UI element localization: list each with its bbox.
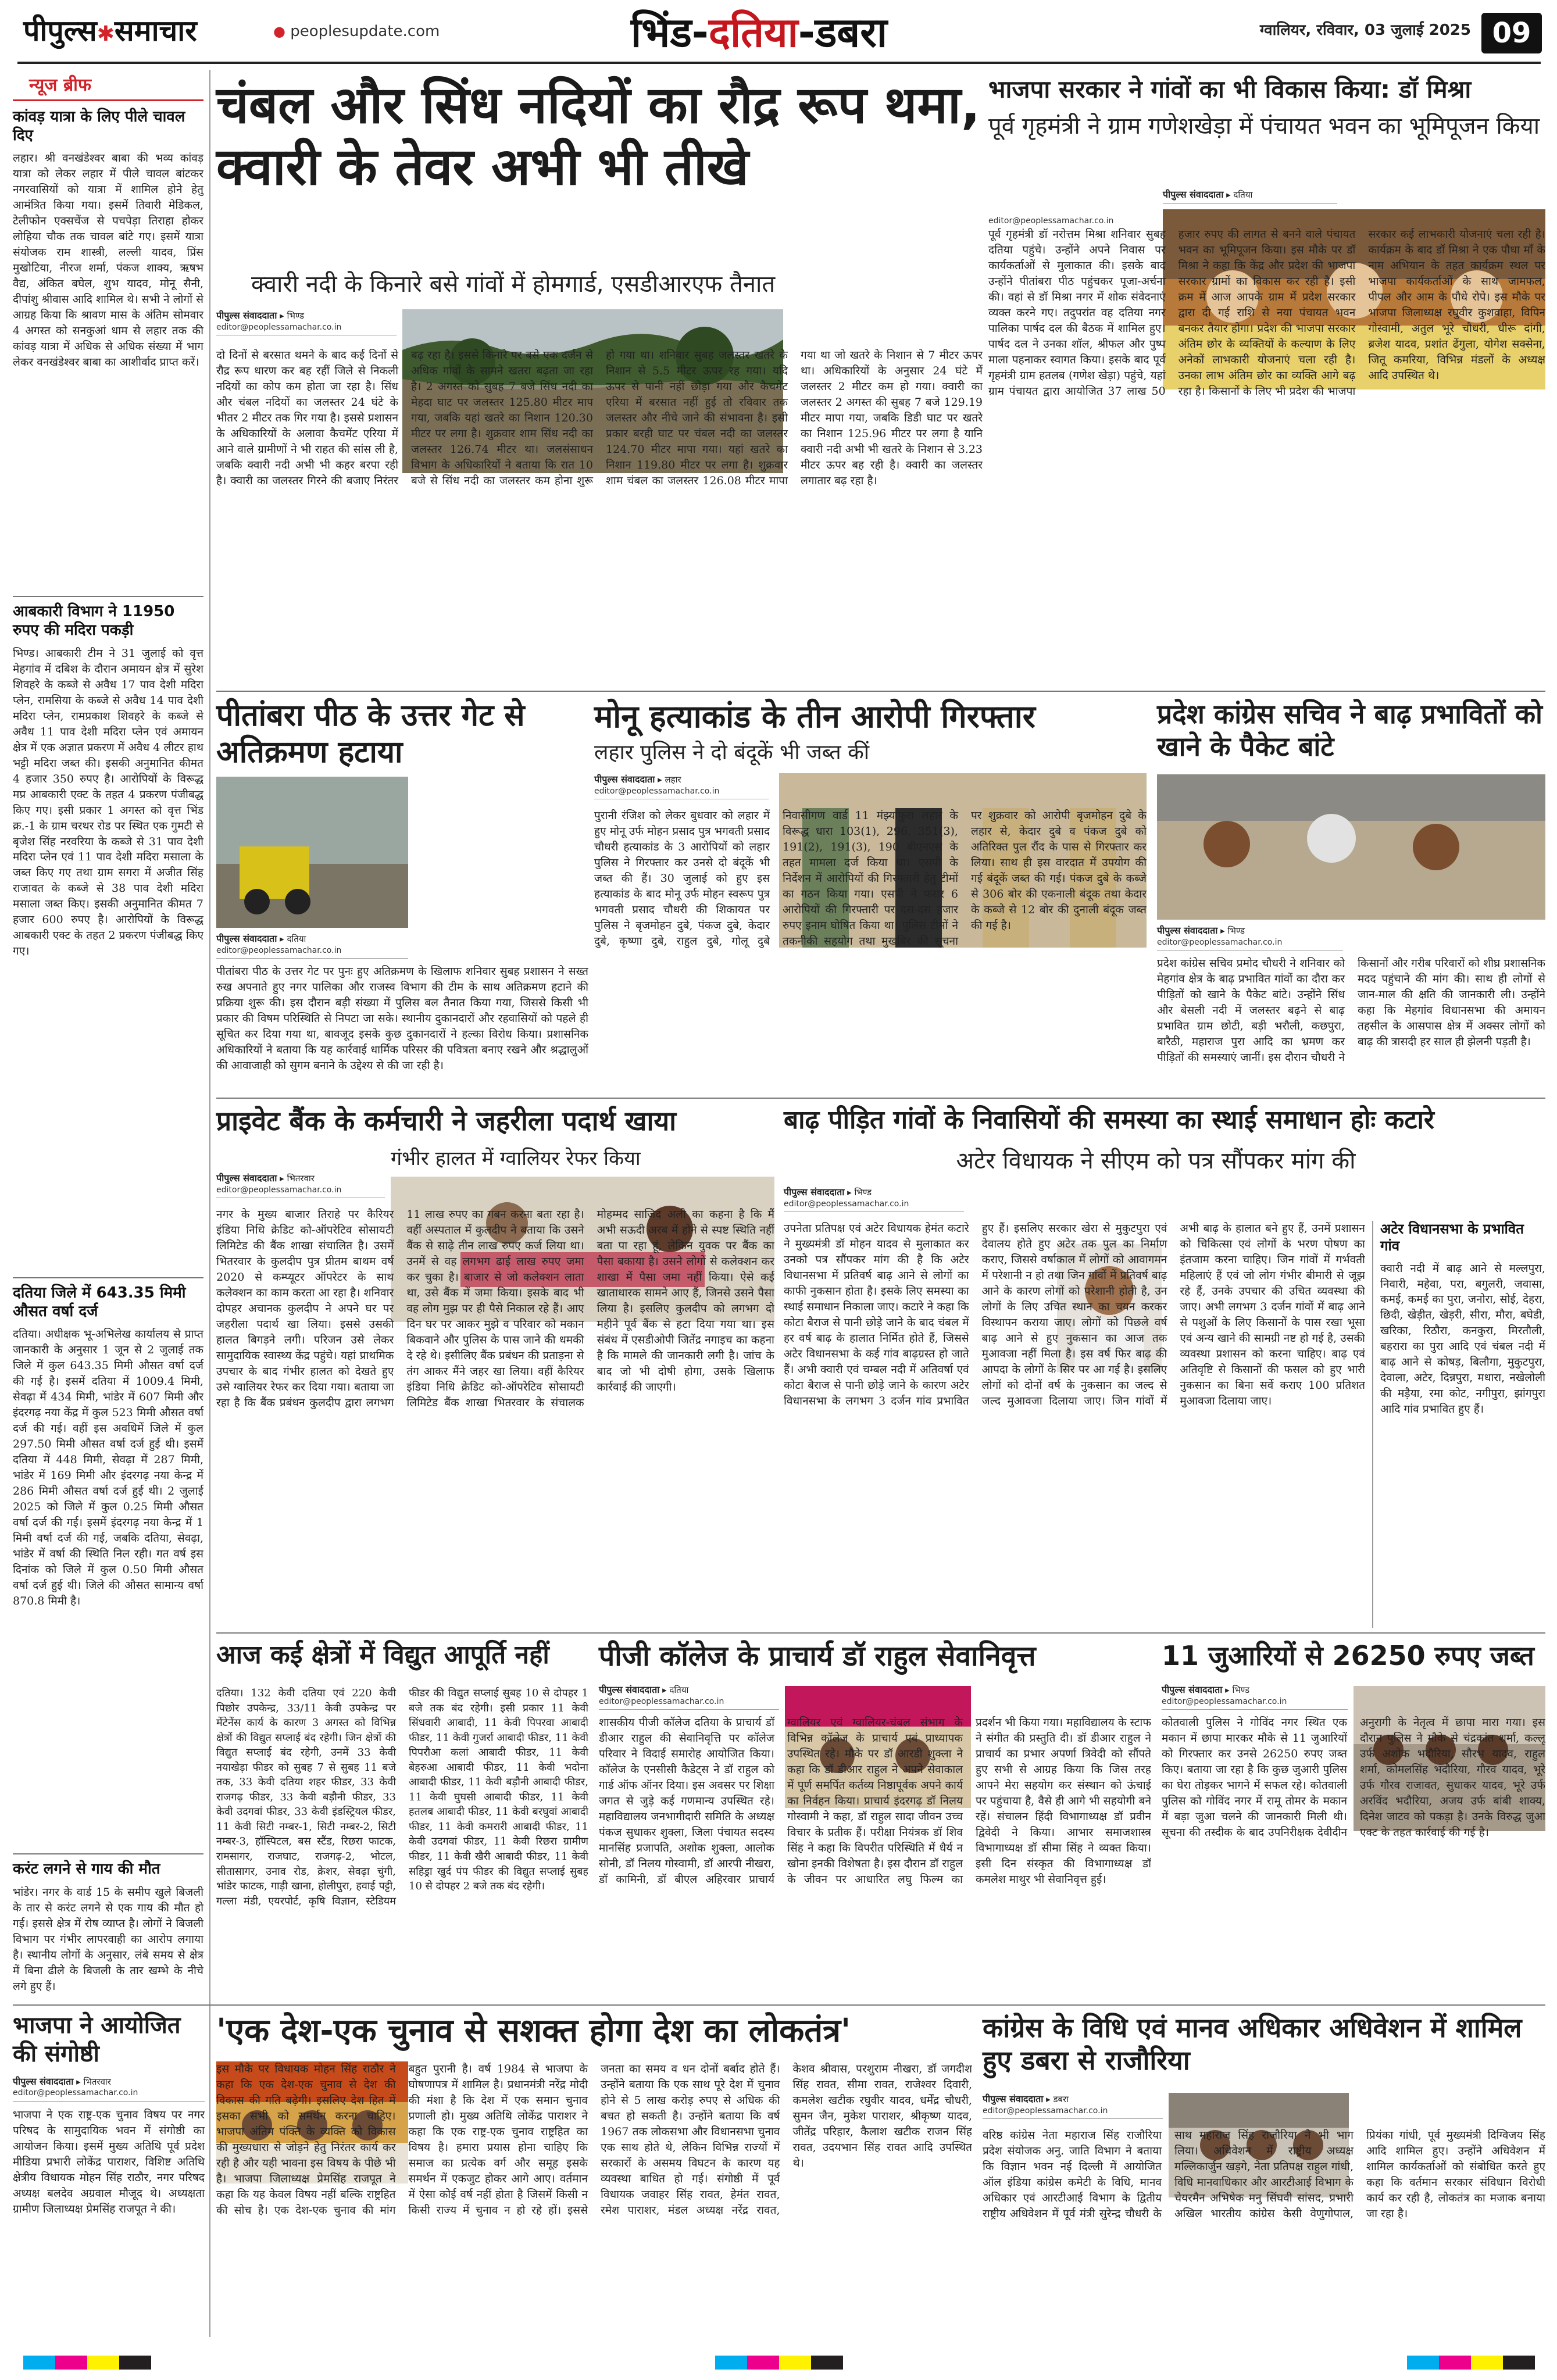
brief-headline: आबकारी विभाग ने 11950 रुपए की मदिरा पकड़ी [13,603,175,639]
byline-place: भिण्ड [1232,1685,1250,1695]
flood-article [216,74,983,686]
brief-item [13,596,203,1267]
one-nation-article [216,2011,972,2337]
byline-email: editor@peoplessamachar.co.in [1157,937,1283,947]
food-distribution-image [1157,774,1545,920]
brief-body: लहार। श्री वनखंडेश्वर बाबा की भव्य कांवड़ यात्रा को लेकर लहार में पीले चावल बांटकर नगरवासियों को यात्रा में शामिल होने हेतु आमंत्रित किया गया। इसमें तिवारी मेडिकल, टेलीफोन एक्सचेंज से पचपेड़ा तिराहा होकर लोहिया चौक तक चावल बांटे गए। इसमें यात्रा संयोजक राम शास्त्री, लल्ली यादव, प्रिंस मुखोटिया, नीरज शर्मा, पंकज शाक्य, ऋषभ वैद्य, अंकित बघेल, शुभ यादव, मोनू सैनी, दीपांशु श्रीवास आदि शामिल थे। सभी ने लोगों से आग्रह किया कि श्रावण मास के अंतिम सोमवार 4 अगस्त को सनकुआं धाम से लहार तक की कांवड़ यात्रा में अधिक से अधिक संख्या में भाग लेकर वनखंडेश्वर बाबा का आशीर्वाद प्राप्त करें। [13,152,203,369]
ater-article [784,1105,1545,1628]
byline: पीपुल्स संवाददाता ▸ भिण्ड editor@peoplessamachar.co.in [216,309,397,335]
brief-item [13,108,203,587]
column-divider [209,70,210,2337]
edition-title [631,5,1003,60]
news-brief-label: न्यूज ब्रीफ [13,70,203,101]
article-headline: प्राइवेट बैंक के कर्मचारी ने जहरीला पदार्थ खाया [216,1105,677,1137]
byline-email: editor@peoplessamachar.co.in [216,322,342,332]
brief-item [13,1277,203,1844]
article-headline: कांग्रेस के विधि एवं मानव अधिकार अधिवेशन में शामिल हुए डबरा से राजौरिया [983,2012,1522,2077]
masthead-rule [17,62,1541,64]
registration-mark-icon [23,2356,151,2370]
edition-part2: दतिया [708,9,798,56]
masthead [0,0,1557,65]
logo-star-icon: ✱ [97,22,115,46]
byline-reporter: पीपुल्स संवाददाता [13,2075,74,2087]
byline-reporter: पीपुल्स संवाददाता [983,2093,1044,2104]
byline: पीपुल्स संवाददाता ▸ डबरा editor@peoplessamachar.co.in [983,2093,1163,2119]
article-body: पूर्व गृहमंत्री डॉ नरोत्तम मिश्रा शनिवार सुबह दतिया पहुंचे। उन्होंने अपने निवास पर कार्यकर्ताओं से मुलाकात की। इसके बाद उन्होंने पीतांबरा पीठ पहुंचकर पूजा-अर्चना की। वहां से डॉ मिश्रा नगर में शोक संवेदनाएं व्यक्त करने गए। तदुपरांत वह दतिया नगर पालिका पार्षद दल की बैठक में शामिल हुए। पार्षद दल ने उनका शॉल, श्रीफल और पुष्प माला पहनाकर स्वागत किया। इसके बाद पूर्व गृहमंत्री ग्राम हतलब (गणेश खेड़ा) पहुंचे, यहां ग्राम पंचायत द्वारा आयोजित 37 लाख 50 हजार रुपए की लागत से बनने वाले पंचायत भवन का भूमिपूजन किया। इस मौके पर डॉ मिश्रा ने कहा कि केंद्र और प्रदेश की भाजपा सरकार ग्रामों का विकास कर रही है। इसी क्रम में आज आपके ग्राम में प्रदेश सरकार द्वारा दी गई राशि से नया पंचायत भवन बनकर तैयार होगा। प्रदेश की भाजपा सरकार अंतिम छोर के व्यक्तियों के कल्याण के लिए अनेकों लाभकारी योजनाएं चला रही है। उनका लाभ अंतिम छोर का व्यक्ति आगे बढ़ रहा है। किसानों के लिए भी प्रदेश की भाजपा सरकार कई लाभकारी योजनाएं चला रही है। कार्यक्रम के बाद डॉ मिश्रा ने एक पौधा माँ के नाम अभियान के तहत कार्यक्रम स्थल पर भाजपा कार्यकर्ताओं के साथ जामफल, पीपल और आम के पौधे रोपे। इस मौके पर भाजपा जिलाध्यक्ष रघुवीर कुशवाहा, विपिन गोस्वामी, अतुल भूरे चौधरी, धीरू दांगी, ब्रजेश यादव, प्रशांत ढेंगुला, योगेश सक्सेना, जितू कमरिया, विभिन्न मंडलों के अध्यक्ष आदि उपस्थित थे। [988,228,1545,398]
section-rule [216,1632,1545,1634]
article-body: प्रदेश कांग्रेस सचिव प्रमोद चौधरी ने शनिवार को मेहगांव क्षेत्र के बाढ़ प्रभावित गांवों का दौरा कर पीड़ितों को खाने के पैकेट बांटे। उन्होंने सिंध और बेसली नदी में जलस्तर बढ़ने से बाढ़ प्रभावित ग्राम छोटी, बड़ी भरौली, कछपुरा, बारैठी, महाराज पुरा आदि का भ्रमण कर पीड़ितों की समस्याएं जानीं। इस दौरान चौधरी ने किसानों और गरीब परिवारों को शीघ्र प्रशासनिक मदद पहुंचाने की मांग की। साथ ही लोगों से जान-माल की क्षति की जानकारी ली। उन्होंने कहा कि मेहगांव विधानसभा की अमायन तहसील के आसपास क्षेत्र में अक्सर लोगों को बाढ़ की त्रासदी हर साल ही झेलनी पड़ती है। [1157,957,1545,1064]
byline-email: editor@peoplessamachar.co.in [216,1185,342,1195]
byline-place: भितरवार [83,2076,111,2087]
edition-part1: भिंड- [631,9,709,56]
byline: पीपुल्स संवाददाता ▸ दतिया [1163,188,1337,204]
byline-place: दतिया [669,1685,689,1695]
byline: पीपुल्स संवाददाता ▸ भिण्ड editor@peoplessamachar.co.in [1157,924,1343,950]
article-body: भाजपा ने एक राष्ट्र-एक चुनाव विषय पर नगर परिषद के सामुदायिक भवन में संगोष्ठी का आयोजन किया। इसमें मुख्य अतिथि पूर्व प्रदेश मीडिया प्रभारी लोकेंद्र पाराशर, विशिष्ट अतिथि क्षेत्रीय विधायक मोहन सिंह राठौर, नगर परिषद अध्यक्ष बलदेव अग्रवाल मौजूद थे। अध्यक्षता ग्रामीण जिलाध्यक्ष प्रेमसिंह राजपूत ने की। [13,2109,205,2215]
byline-email: editor@peoplessamachar.co.in [599,1696,724,1706]
article-body: इस मौके पर विधायक मोहन सिंह राठौर ने कहा कि एक देश-एक चुनाव से देश की विकास की गति बढ़ेगी। इसलिए देश हित में इसका सभी को समर्थन करना चाहिए। भाजपा अंतिम पंक्ति के व्यक्ति को विकास की मुख्यधारा से जोड़ने हेतु निरंतर कार्य कर रही है और यही भावना इस विषय के पीछे भी है। भाजपा जिलाध्यक्ष प्रेमसिंह राजपूत ने कहा कि यह केवल विषय नहीं बल्कि राष्ट्रहित की सोच है। एक देश-एक चुनाव की मांग बहुत पुरानी है। वर्ष 1984 से भाजपा के घोषणापत्र में शामिल है। प्रधानमंत्री नरेंद्र मोदी की मंशा है कि देश में एक समान चुनाव प्रणाली हो। मुख्य अतिथि लोकेंद्र पाराशर ने कहा कि एक राष्ट्र-एक चुनाव राष्ट्रहित का विषय है। हमारा प्रयास होना चाहिए कि समाज का प्रत्येक वर्ग और समूह इसके समर्थन में एकजुट होकर आगे आए। वर्तमान में ऐसा कोई वर्ष नहीं होता है जिसमें किसी न किसी राज्य में चुनाव न हो रहे हों। इससे जनता का समय व धन दोनों बर्बाद होते हैं। उन्होंने बताया कि एक साथ पूरे देश में चुनाव होने से 5 लाख करोड़ रुपए से अधिक की बचत हो सकती है। उन्होंने बताया कि वर्ष 1967 तक लोकसभा और विधानसभा चुनाव एक साथ होते थे, लेकिन विभिन्न राज्यों में सरकारों के असमय विघटन के कारण यह व्यवस्था बाधित हो गई। संगोष्ठी में पूर्व विधायक जवाहर सिंह रावत, हेमंत रावत, रमेश पाराशर, मंडल अध्यक्ष नरेंद्र रावत, केशव श्रीवास, परशुराम नीखरा, डॉ जगदीश सिंह रावत, सीमा रावत, राजेश्वर दिवारी, कमलेश खटीक रघुवीर यादव, धर्मेंद्र चौधरी, सुमन जैन, मुकेश पाराशर, श्रीकृष्ण यादव, जीतेंद्र परिहार, कैलाश खटीक राजन सिंह रावत, उदयभान सिंह रावत आदि उपस्थित थे। [216,2063,972,2217]
article-subheadline: क्वारी नदी के किनारे बसे गांवों में होमगार्ड, एसडीआरएफ तैनात [251,271,776,298]
registration-mark-icon [1407,2356,1535,2370]
brief-headline: कांवड़ यात्रा के लिए पीले चावल दिए [13,108,185,144]
byline-place: दतिया [1233,190,1253,200]
section-rule [13,2004,1545,2006]
article-headline: पूर्व गृहमंत्री ने ग्राम गणेशखेड़ा में पंचायत भवन का भूमिपूजन किया [988,113,1540,140]
byline-reporter: पीपुल्स संवाददाता [216,310,277,321]
byline-reporter: पीपुल्स संवाददाता [599,1684,660,1695]
byline-email: editor@peoplessamachar.co.in [983,2106,1108,2115]
article-headline: आज कई क्षेत्रों में विद्युत आपूर्ति नहीं [216,1640,549,1670]
bank-article [216,1105,774,1628]
brief-body: दतिया। अधीक्षक भू-अभिलेख कार्यालय से प्राप्त जानकारी के अनुसार 1 जून से 2 जुलाई तक जिले में कुल 643.35 मिमी औसत वर्षा दर्ज की गई है। इसमें दतिया में 1009.4 मिमी, सेवढ़ा में 434 मिमी, भांडेर में 607 मिमी और इंदरगढ़ नया केंद्र में कुल 523 मिमी औसत वर्षा दर्ज की गई। वहीं इस अवधिमें जिले में कुल 297.50 मिमी औसत वर्षा दर्ज हुई थी। इसमें दतिया में 448 मिमी, सेवढ़ा में 287 मिमी, भांडेर में 169 मिमी और इंदरगढ़ नया केन्द्र में 286 मिमी औसत वर्षा दर्ज हुई थी। 2 जुलाई 2025 को जिले में कुल 0.25 मिमी औसत वर्षा दर्ज की गई। इसमें इंदरगढ़ नया केन्द्र में 1 मिमी वर्षा दर्ज की गई, जबकि दतिया, सेवढ़ा, भांडेर में वर्षा की स्थिति निल रही। गत वर्ष इस दिनांक को जिले में कुल 0.50 मिमी औसत वर्षा दर्ज हुई थी। जिले की औसत सामान्य वर्षा 870.8 मिमी है। [13,1328,203,1607]
website-link[interactable] [273,21,465,42]
news-brief-column [13,70,203,2000]
byline: पीपुल्स संवाददाता ▸ भितरवार editor@peoplessamachar.co.in [13,2075,205,2102]
page-number: 09 [1481,13,1542,53]
article-body: दतिया। 132 केवी दतिया एवं 220 केवी पिछोर उपकेन्द्र, 33/11 केवी उपकेन्द्र पर मेंटेनेंस कार्य के कारण 3 अगस्त को विभिन्न क्षेत्रों की विद्युत सप्लाई बंद रहेगी। जिन क्षेत्रों की विद्युत सप्लाई बंद रहेगी, उनमें 33 केवी नयाखेड़ा फीडर को सुबह 7 से सुबह 11 बजे तक, 33 केवी दतिया शहर फीडर, 33 केवी राजगढ़ फीडर, 33 केवी बड़ौनी फीडर, 33 केवी उदगवां फीडर, 33 केवी इंडस्ट्रियल फीडर, 11 केवी सिटी नम्बर-1, सिटी नम्बर-2, सिटी नम्बर-3, हॉस्पिटल, बस स्टैंड, रिछरा फाटक, रामसागर, राजघाट, राजगढ़-2, भोटल, सीतासागर, उनाव रोड, क्रेशर, सेवढ़ा चुंगी, भांडेर फाटक, गाड़ी खाना, होलीपुरा, हवाई पट्टी, गल्ला मंडी, एयरपोर्ट, कृषि विज्ञान, स्टेडियम फीडर की विद्युत सप्लाई सुबह 10 से दोपहर 1 बजे तक बंद रहेगी। इसी प्रकार 11 केवी सिंधवारी आबादी, 11 केवी पिपरवा आबादी फीडर, 11 केवी गुजर्रा आबादी फीडर, 11 केवी पिपरौआ कलां आबादी फीडर, 11 केवी बेहरुआ आबादी फीडर, 11 केवी भदोना आबादी फीडर, 11 केवी बड़ौनी आबादी फीडर, 11 केवी घुघसी आबादी फीडर, 11 केवी हतलब आबादी फीडर, 11 केवी बरघुवां आबादी फीडर, 11 केवी कमरारी आबादी फीडर, 11 केवी उदगवां फीडर, 11 केवी रिछरा ग्रामीण फीडर, 11 केवी खैरी आबादी फीडर, 11 केवी सहिड्रा खुर्द पंप फीडर की विद्युत सप्लाई सुबह 10 से दोपहर 2 बजे तक बंद रहेगी। [216,1687,588,1907]
logo [23,10,267,51]
article-subheadline: अटेर विधायक ने सीएम को पत्र सौंपकर मांग की [956,1148,1356,1174]
byline-reporter: पीपुल्स संवाददाता [594,774,655,785]
byline-reporter: पीपुल्स संवाददाता [784,1187,845,1198]
article-kicker: भाजपा सरकार ने गांवों का भी विकास किया: डॉ मिश्रा [988,75,1472,103]
monu-article [594,698,1147,1093]
article-headline: प्रदेश कांग्रेस सचिव ने बाढ़ प्रभावितों को खाने के पैकेट बांटे [1157,698,1542,763]
congress-relief-article [1157,698,1545,1093]
byline: पीपुल्स संवाददाता ▸ भिण्ड editor@peoplessamachar.co.in [1162,1684,1348,1710]
pitambara-article [216,698,588,1093]
article-body: नगर के मुख्य बाजार तिराहे पर कैरियर इंडिया निधि क्रेडिट को-ऑपरेटिव सोसायटी लिमिटेड की बैंक शाखा संचालित है। उसमें भितरवार के कुलदीप पुत्र प्रीतम बाथम वर्ष 2020 से कम्प्यूटर ऑपरेटर के साथ कलेक्शन का काम करता आ रहा है। शनिवार दोपहर अचानक कुलदीप ने अपने घर पर जहरीला पदार्थ खा लिया। इससे उसकी हालत बिगड़ने लगी। परिजन उसे लेकर सामुदायिक स्वास्थ्य केंद्र पहुंचे। यहां प्राथमिक उपचार के बाद गंभीर हालत को देखते हुए उसे ग्वालियर रेफर कर दिया गया। बताया जा रहा है कि बैंक प्रबंधन कुलदीप द्वारा लगभग 11 लाख रुपए का गबन करना बता रहा है। वहीं अस्पताल में कुलदीप ने बताया कि उसने बैंक से साढ़े तीन लाख रुपए कर्ज लिया था। उनमें से वह लगभग ढाई लाख रुपए जमा कर चुका है। बाजार से जो कलेक्शन लाता था, उसे बैंक में जमा किया। इसके बाद भी वह लोग मुझ पर ही पैसे निकाल रहे हैं। आए दिन घर पर आकर मुझे व परिवार को मकान बिकवाने और पुलिस के पास जाने की धमकी दे रहे थे। इसीलिए बैंक प्रबंधन की प्रताड़ना से तंग आकर मैंने जहर खा लिया। वहीं कैरियर इंडिया निधि क्रेडिट को-ऑपरेटिव सोसायटी लिमिटेड बैंक शाखा भितरवार के संचालक मोहम्मद साजिद अली का कहना है कि मैं अभी सऊदी अरब में होने से स्पष्ट स्थिति नहीं बता पा रहा हूं, लेकिन युवक पर बैंक का पैसा बकाया है। उसने लोगों से कलेक्शन कर शाखा में पैसा जमा नहीं किया। ऐसे कई खाताधारक सामने आए हैं, जिनसे उसने पैसा लिया है। इसलिए कुलदीप को लगभग दो महीने पूर्व बैंक से हटा दिया गया था। इस संबंध में एसडीओपी जितेंद्र नगाइच का कहना है कि मामले की जानकारी लगी है। जांच के बाद जो भी दोषी होगा, उसके खिलाफ कार्रवाई की जाएगी। [216,1208,774,1409]
byline-email: editor@peoplessamachar.co.in [988,216,1114,226]
brief-body: भांडेर। नगर के वार्ड 15 के समीप खुले बिजली के तार से करंट लगने से एक गाय की मौत हो गई। इससे क्षेत्र में रोष व्याप्त है। लोगों ने बिजली विभाग पर गंभीर लापरवाही का आरोप लगाया है। स्थानीय लोगों के अनुसार, लंबे समय से क्षेत्र में बिना ढीले के बिजली के तार खम्भे के नीचे लगे हुए हैं। [13,1886,203,1993]
relief-photo [1157,774,1545,920]
article-headline: भाजपा ने आयोजित की संगोष्ठी [13,2012,181,2067]
registration-mark-icon [715,2356,843,2370]
article-subheadline: लहार पुलिस ने दो बंदूकें भी जब्त कीं [594,740,870,764]
encroachment-removal-image [216,777,408,928]
byline-reporter: पीपुल्स संवाददाता [216,933,277,944]
article-body: शासकीय पीजी कॉलेज दतिया के प्राचार्य डॉ डीआर राहुल की सेवानिवृत्ति पर कॉलेज परिवार ने विदाई समारोह आयोजित किया। कॉलेज के एनसीसी कैडेट्स ने डॉ राहुल को गार्ड ऑफ ऑनर दिया। इस अवसर पर शिक्षा जगत से जुड़े कई गणमान्य उपस्थित रहे। महाविद्यालय जनभागीदारी समिति के अध्यक्ष पंकज सुधाकर शुक्ला, जिला पंचायत सदस्य मानसिंह प्रजापति, अशोक शुक्ला, आलोक सोनी, डॉ निलय गोस्वामी, डॉ आरपी नीखरा, डॉ कामिनी, डॉ बीएल अहिरवार प्राचार्य ग्वालियर एवं ग्वालियर-चंबल संभाग के विभिन्न कॉलेज के प्राचार्य एवं प्राध्यापक उपस्थित रहे। मौके पर डॉ आरडी शुक्ला ने कहा कि डॉ डीआर राहुल ने अपने सेवाकाल में पूर्ण समर्पित कर्तव्य निष्ठापूर्वक अपने कार्य का निर्वहन किया। प्राचार्य इंदरगढ़ डॉ निलय गोस्वामी ने कहा, डॉ राहुल सादा जीवन उच्च विचार के प्रतीक हैं। परीक्षा नियंत्रक डॉ शिव सिंह ने कहा कि विपरीत परिस्थिति में धैर्य न खोना इनकी विशेषता है। इस दौरान डॉ राहुल के जीवन पर आधारित लघु फिल्म का प्रदर्शन भी किया गया। महाविद्यालय के स्टाफ ने संगीत की प्रस्तुति दी। डॉ डीआर राहुल ने प्राचार्य का प्रभार अपर्णा त्रिवेदी को सौंपते हुए सभी से आग्रह किया कि जिस तरह आपने मेरा सहयोग कर संस्थान को ऊंचाई पर पहुंचाया है, वैसे ही आगे भी सहयोगी बने रहें। संचालन हिंदी विभागाध्यक्ष डॉ प्रवीन द्विवेदी ने किया। आभार समाजशास्त्र विभागाध्यक्ष डॉ सीमा सिंह ने व्यक्त किया। इसी दिन संस्कृत की विभागाध्यक्ष डॉ कमलेश माथुर भी सेवानिवृत्त हुई। [599,1716,1151,1886]
mishra-article [988,74,1545,686]
box-title: अटेर विधानसभा के प्रभावित गांव [1380,1221,1524,1255]
edition-part3: -डबरा [798,9,888,56]
brief-headline: करंट लगने से गाय की मौत [13,1860,160,1878]
byline-reporter: पीपुल्स संवाददाता [1163,189,1224,200]
byline-reporter: पीपुल्स संवाददाता [1157,925,1218,936]
issue-date: ग्वालियर, रविवार, 03 जुलाई 2025 [1259,22,1471,39]
pitambara-photo [216,777,408,928]
power-article [216,1639,588,2000]
article-subheadline: गंभीर हालत में ग्वालियर रेफर किया [391,1147,641,1170]
byline-email: editor@peoplessamachar.co.in [13,2088,138,2098]
article-body: वरिष्ठ कांग्रेस नेता महाराज सिंह राजौरिया प्रदेश संयोजक अनु. जाति विभाग ने बताया कि विज्ञान भवन नई दिल्ली में आयोजित ऑल इंडिया कांग्रेस कमेटी के विधि, मानव अधिकार एवं आरटीआई विभाग के द्वितीय राष्ट्रीय अधिवेशन में पूर्व मंत्री सुरेन्द्र चौधरी के साथ महाराज सिंह राजौरिया ने भी भाग लिया। अधिवेशन में राष्ट्रीय अध्यक्ष मल्लिकार्जुन खड़गे, नेता प्रतिपक्ष राहुल गांधी, विधि मानवाधिकार और आरटीआई विभाग के चेयरमैन अभिषेक मनु सिंघवी सांसद, प्रभारी अखिल भारतीय कांग्रेस केसी वेणुगोपाल, प्रियंका गांधी, पूर्व मुख्यमंत्री दिग्विजय सिंह आदि शामिल हुए। उन्होंने अधिवेशन में शामिल कार्यकर्ताओं को संबोधित करते हुए कहा कि वर्तमान सरकार संविधान विरोधी कार्य कर रही है, लोकतंत्र का मजाक बनाया जा रहा है। [983,2129,1545,2220]
section-rule [216,691,1545,692]
juari-article [1162,1639,1545,2000]
byline: पीपुल्स संवाददाता ▸ दतिया editor@peoplessamachar.co.in [216,932,408,959]
byline-place: लहार [665,774,681,785]
brief-headline: दतिया जिले में 643.35 मिमी औसत वर्षा दर्ज [13,1284,186,1320]
article-headline: पीतांबरा पीठ के उत्तर गेट से अतिक्रमण हटाया [216,698,525,770]
logo-part1: पीपुल्स [23,14,97,48]
byline-reporter: पीपुल्स संवाददाता [216,1173,277,1184]
article-body: पीतांबरा पीठ के उत्तर गेट पर पुनः हुए अतिक्रमण के खिलाफ शनिवार सुबह प्रशासन ने सख्त रुख अपनाते हुए नगर पालिका और राजस्व विभाग की टीम के साथ अतिक्रमण हटाने की प्रक्रिया शुरू की। इस दौरान बड़ी संख्या में पुलिस बल तैनात किया गया, जिससे किसी भी प्रकार की विषम परिस्थिति से निपटा जा सके। स्थानीय दुकानदारों और रहवासियों को पहले ही सूचित कर दिया गया था, बावजूद इसके कुछ दुकानदारों ने हल्का विरोध किया। प्रशासनिक अधिकारियों ने बताया कि यह कार्रवाई धार्मिक परिसर की पवित्रता बनाए रखने और श्रद्धालुओं की आवाजाही को सुगम बनाने के उद्देश्य से की जा रही है। [216,965,588,1072]
byline-place: भिण्ड [854,1187,872,1198]
color-registration-strip [0,2345,1557,2380]
byline: पीपुल्स संवाददाता ▸ भितरवार editor@peoplessamachar.co.in [216,1172,385,1198]
article-headline: 'एक देश-एक चुनाव से सशक्त होगा देश का लोकतंत्र' [216,2012,851,2050]
article-body: उपनेता प्रतिपक्ष एवं अटेर विधायक हेमंत कटारे ने मुख्यमंत्री डॉ मोहन यादव से मुलाकात कर उनको पत्र सौंपकर मांग की है कि अटेर विधानसभा में प्रतिवर्ष बाढ़ आने से लोगों का काफी नुकसान होता है। इसके लिए समस्या का स्थाई समाधान निकाला जाए। कटारे ने कहा कि कोटा बैराज से पानी छोड़े जाने के बाद चंबल में हर वर्ष बाढ़ के हालात निर्मित होते हैं, जिससे अटेर विधानसभा के कई गांव बाढ़ग्रस्त हो जाते हैं। अभी क्वारी एवं चम्बल नदी में अतिवर्षा एवं कोटा बैराज से पानी छोड़े जाने के कारण अटेर विधानसभा के लगभग 3 दर्जन गांव प्रभावित हुए हैं। इसलिए सरकार खेरा से मुकुटपुरा एवं देवालय होते हुए अटेर तक पुल का निर्माण कराए, जिससे वर्षाकाल में लोगों को आवागमन में परेशानी न हो तथा जिन गांवों में प्रतिवर्ष बाढ़ आने के कारण लोगों को परेशानी होती है, उन लोगों के लिए उचित स्थान का चयन करकर विस्थापन कराया जाए। लोगों को पिछले वर्ष बाढ़ आने से हुए नुकसान का आज तक मुआवजा नहीं मिला है। इस वर्ष फिर बाढ़ की आपदा के लोगों के सिर पर आ गई है। इसलिए लोगों को दोनों वर्ष के नुकसान का जल्द से जल्द मुआवजा दिलाया जाए। जिन गांवों में अभी बाढ़ के हालात बने हुए हैं, उनमें प्रशासन को चिकित्सा एवं लोगों के भरण पोषण का इंतजाम करना चाहिए। जिन गांवों में गर्भवती महिलाएं हैं एवं जो लोग गंभीर बीमारी से जूझ रहे हैं, उनके उपचार की उचित व्यवस्था की जाए। अभी लगभग 3 दर्जन गांवों में बाढ़ आने से पशुओं के लिए किसानों के पास रखा भूसा एवं अन्य खाने की सामग्री नष्ट हो गई है, उसकी व्यवस्था प्रशासन को करना चाहिए। बाढ़ एवं अतिवृष्टि से किसानों की फसल को हुए भारी नुकसान का बिना सर्वे कराए 100 प्रतिशत मुआवजा दिलाया जाए। [784,1222,1365,1407]
brief-body: भिण्ड। आबकारी टीम ने 31 जुलाई को वृत्त मेहगांव में दबिश के दौरान अमायन क्षेत्र में सुरेश शिवहरे के कब्जे से अवैध 17 पाव देशी मदिरा प्लेन, रामसिया के कब्जे से अवैध 14 पाव देशी मदिरा प्लेन, रामप्रकाश शिवहरे के कब्जे से अवैध 11 पाव देशी मदिरा प्लेन एवं अमायन क्षेत्र में एक अज्ञात प्रकरण में अवैध 4 लीटर हाथ भट्टी मदिरा जब्त की। इसकी अनुमानित कीमत 4 हजार 350 रुपए है। आरोपियों के विरूद्ध मप्र आबकारी एक्ट के तहत 4 प्रकरण पंजीबद्ध किए गए। इसी प्रकार 1 अगस्त को वृत्त भिंड क्र.-1 के ग्राम चरथर रोड पर स्थित एक गुमटी से बृजेश सिंह नरवरिया के कब्जे से 31 पाव देशी मदिरा प्लेन एवं 11 पाव देशी मदिरा मसाला के जब्त किए गए तथा ग्राम सगरा में अजीत सिंह राजावत के कब्जे से 38 पाव देशी मदिरा मसाला जब्त किए। इसकी अनुमानित कीमत 7 हजार 600 रुपए है। आरोपियों के विरूद्ध आबकारी एक्ट के तहत 2 प्रकरण पंजीबद्ध किए गए। [13,646,203,958]
bjp-seminar-article [13,2011,205,2337]
box-body: क्वारी नदी में बाढ़ आने से मल्लपुरा, निवारी, महेवा, परा, बगुलरी, जवासा, कमई, कमई का पुरा, जनोरा, सोई, देहरा, छिदी, खेड़ीत, खेड़री, सीरा, मौरा, बघेडी, खरिका, रिठौरा, कनकुरा, मिरतौली, बहरारा का पुरा आदि एवं चंबल नदी में बाढ़ आने से कोषड़, बिलौगा, मुकुटपुरा, देवाला, अटेर, दिन्नपुरा, मधारा, नखेलोली की मड़ैया, रमा कोट, नगीपुरा, झांगपुरा आदि गांव प्रभावित हुए हैं। [1380,1262,1545,1416]
byline: पीपुल्स संवाददाता ▸ भिण्ड editor@peoplessamachar.co.in [784,1186,964,1212]
byline-reporter: पीपुल्स संवाददाता [1162,1684,1223,1695]
byline: पीपुल्स संवाददाता ▸ लहार editor@peoplessamachar.co.in [594,773,769,799]
article-headline: मोनू हत्याकांड के तीन आरोपी गिरफ्तार [594,698,1035,735]
logo-part2: समाचार [114,14,197,48]
article-body: पुरानी रंजिश को लेकर बुधवार को लहार में हुए मोनू उर्फ मोहन प्रसाद पुत्र भगवती प्रसाद चौधरी हत्याकांड के 3 आरोपियों को लहार पुलिस ने गिरफ्तार कर उनसे दो बंदूकें भी जब्त की हैं। 30 जुलाई को हुए इस हत्याकांड के बाद मोनू उर्फ मोहन स्वरूप पुत्र भगवती प्रसाद चौधरी की शिकायत पर पुलिस ने बृजमोहन दुबे, पंकज दुबे, केदार दुबे, कृष्णा दुबे, राहुल दुबे, गोलू दुबे निवासीगण वार्ड 11 मंझ्याफुरा लहार के विरूद्ध धारा 103(1), 296, 351(3), 191(2), 191(3), 190 बीएनएस के तहत मामला दर्ज किया था। एसपी के निर्देशन में आरोपियों की गिरफ्तारी हेतु टीमों का गठन किया गया। एसपी ने फरार 6 आरोपियों की गिरफ्तारी पर दस-दस हजार रुपए इनाम घोषित किया था। पुलिस टीमों ने तकनीकी सहयोग तथा मुखबिर की सूचना पर शुक्रवार को आरोपी बृजमोहन दुबे के लहार से, केदार दुबे व पंकज दुबे को अतिरिक्त पुल रौंद के पास से गिरफ्तार कर लिया। साथ ही इस वारदात में उपयोग की गई बंदूकें जब्त की गई। पंकज दुबे के कब्जे से 306 बोर की एकनाली बंदूक तथा केदार के कब्जे से 12 बोर की दुनाली बंदूक जब्त की गई है। [594,809,1147,948]
article-headline: 11 जुआरियों से 26250 रुपए जब्त [1162,1640,1534,1671]
byline: पीपुल्स संवाददाता ▸ दतिया editor@peoplessamachar.co.in [599,1684,779,1710]
globe-icon: ● [273,23,285,40]
website-url: peoplesupdate.com [290,23,440,40]
article-headline: चंबल और सिंध नदियों का रौद्र रूप थमा, क्वारी के तेवर अभी भी तीखे [216,75,981,196]
byline-place: भिण्ड [1227,925,1245,936]
byline-place: भितरवार [287,1173,315,1184]
article-headline: पीजी कॉलेज के प्राचार्य डॉ राहुल सेवानिवृत्त [599,1640,1036,1673]
byline-email: editor@peoplessamachar.co.in [594,786,720,796]
byline-email: editor@peoplessamachar.co.in [216,945,342,955]
byline-place: भिण्ड [287,310,305,321]
article-body: दो दिनों से बरसात थमने के बाद कई दिनों से रौद्र रूप धारण कर बह रहीं जिले से निकली नदियों का कोप कम होता जा रहा है। सिंध और चंबल नदियों का जलस्तर 24 घंटे के भीतर 2 मीटर तक गिर गया है। इससे प्रशासन के अधिकारियों के अलावा कैचमेंट एरिया में आने वाले ग्रामीणों ने भी राहत की सांस ली है, जबकि क्वारी नदी अभी भी कहर बरपा रही है। क्वारी का जलस्तर गिरने की बजाए निरंतर बढ़ रहा है। इससे किनारे पर बसे एक दर्जन से अधिक गांवों के सामने खतरा बढ़ता जा रहा है। 2 अगस्त को सुबह 7 बजे सिंध नदी का मेहदा घाट पर जलस्तर 125.80 मीटर माप गया, जबकि यहां खतरे का निशान 120.30 मीटर पर लगा है। शुक्रवार शाम सिंध नदी का जलस्तर 126.74 मीटर था। जलसंसाधन विभाग के अधिकारियों ने बताया कि रात 10 बजे से सिंध नदी का जलस्तर कम होना शुरू हो गया था। शनिवार सुबह जलस्तर खतरे के निशान से 5.5 मीटर ऊपर रह गया। यदि ऊपर से पानी नहीं छोड़ा गया और कैचमेंट एरिया में बरसात नहीं हुई तो रविवार तक जलस्तर और नीचे जाने की संभावना है। इसी प्रकार बरही घाट पर चंबल नदी का जलस्तर 124.70 मीटर मापा गया। यहां खतरे का निशान 119.80 मीटर पर लगा है। शुक्रवार शाम चंबल का जलस्तर 126.08 मीटर मापा गया था जो खतरे के निशान से 7 मीटर ऊपर था। अधिकारियों के अनुसार 24 घंटे में जलस्तर 2 मीटर कम हो गया। क्वारी का जलस्तर 2 अगस्त की सुबह 7 बजे 129.19 मीटर मापा गया, जबकि डिडी घाट पर खतरे का निशान 125.96 मीटर पर लगा है यानि क्वारी नदी अभी भी खतरे के निशान से 3.23 मीटर ऊपर बह रही है। क्वारी का जलस्तर लगातार बढ़ रहा है। [216,349,983,487]
byline-email: editor@peoplessamachar.co.in [1162,1696,1287,1706]
dabra-article [983,2011,1545,2337]
article-headline: बाढ़ पीड़ित गांवों के निवासियों की समस्या का स्थाई समाधान होः कटारे [784,1105,1434,1135]
byline-place: डबरा [1053,2094,1069,2104]
pg-college-article [599,1639,1151,2000]
section-rule [216,1098,1545,1099]
ater-villages-box [1372,1221,1545,1628]
article-body: कोतवाली पुलिस ने गोविंद नगर स्थित एक मकान में छापा मारकर मौके से 11 जुआरियों को गिरफ्तार कर उनसे 26250 रुपए जब्त किए। बताया जा रहा है कि कुछ जुआरी पुलिस का घेरा तोड़कर भागने में सफल रहे। कोतवाली पुलिस को गोविंद नगर में रामू तोमर के मकान में बड़ा जुआ चलने की जानकारी मिली थी। सूचना की तस्दीक के बाद उपनिरीक्षक देवीदीन अनुरागी के नेतृत्व में छापा मारा गया। इस दौरान पुलिस ने मौके से चंद्रकांत शर्मा, कल्लू उर्फ अशोक भदौरिया, सौरभ यादव, राहुल शर्मा, कोमलसिंह भदौरिया, गौरव यादव, भूरे उर्फ गौरव राजावत, सुधाकर यादव, भूरे उर्फ अरविंद भदौरिया, अजय उर्फ बांबी शाक्य, दिनेश जाटव को पकड़ा है। उनके विरुद्ध जुआ एक्ट के तहत कार्रवाई की गई है। [1162,1716,1545,1839]
byline-place: दतिया [287,934,306,944]
byline-email: editor@peoplessamachar.co.in [784,1199,909,1209]
